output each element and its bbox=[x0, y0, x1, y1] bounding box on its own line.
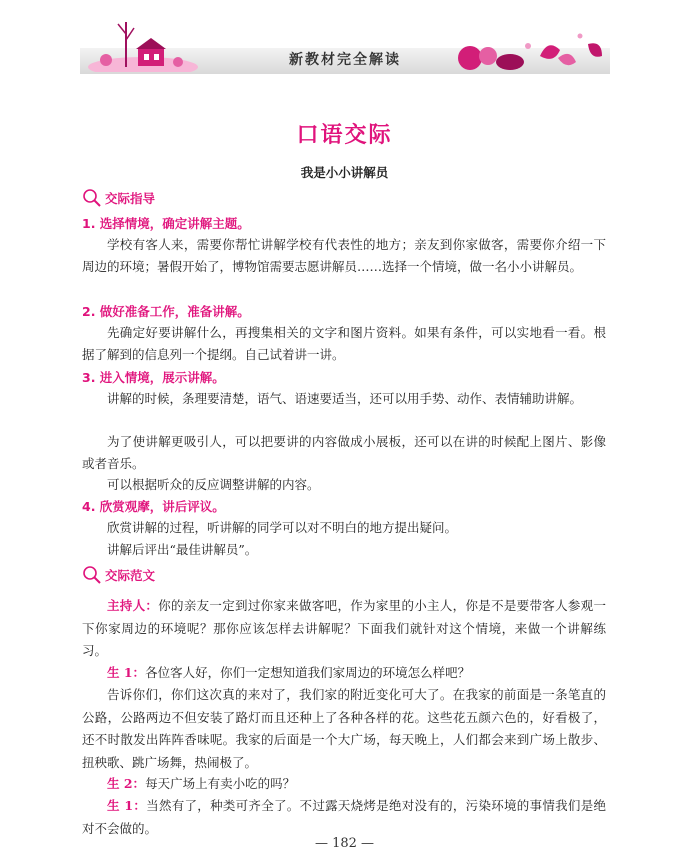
section-guide-heading bbox=[82, 187, 155, 209]
guide-heading-4: 4. 欣赏观摩，讲后评议。 bbox=[82, 499, 225, 514]
section-guide-label: 交际指导 bbox=[105, 191, 156, 206]
guide-para-3-1: 讲解的时候，条理要清楚，语气、语速要适当，还可以用手势、动作、表情辅助讲解。 bbox=[107, 391, 583, 406]
butterfly-decoration-icon bbox=[440, 26, 610, 74]
header-banner bbox=[80, 12, 610, 72]
model-line-4 bbox=[82, 773, 606, 796]
guide-para-4-2: 讲解后评出“最佳讲解员”。 bbox=[107, 542, 258, 557]
guide-para-4-1: 欣赏讲解的过程，听讲解的同学可以对不明白的地方提出疑问。 bbox=[107, 520, 458, 535]
guide-heading-2: 2. 做好准备工作，准备讲解。 bbox=[82, 304, 250, 319]
section-model-heading bbox=[82, 564, 155, 586]
guide-para-3-2: 为了使讲解更吸引人，可以把要讲的内容做成小展板，还可以在讲的时候配上图片、影像或者音乐。 bbox=[82, 434, 606, 471]
model-line-3 bbox=[82, 684, 606, 774]
model-line-text: 告诉你们，你们这次真的来对了，我们家的附近变化可大了。在我家的前面是一条笔直的公路，公路两边不但安装了路灯而且还种上了各种各样的花。这些花五颜六色的，好看极了，还不时散发出阵阵香味呢。我家的后面是一个大广场，每天晚上，人们都会来到广场上散步、扭秧歌、跳广场舞，热闹极了。 bbox=[82, 687, 606, 770]
guide-para-3-3: 可以根据听众的反应调整讲解的内容。 bbox=[107, 477, 320, 492]
speaker-label: 生 2： bbox=[107, 776, 146, 791]
magnifier-icon bbox=[82, 188, 102, 208]
speaker-label: 生 1： bbox=[107, 798, 147, 813]
section-model-label: 交际范文 bbox=[105, 568, 156, 583]
model-line-text: 各位客人好，你们一定想知道我们家周边的环境怎么样吧？ bbox=[145, 665, 471, 680]
speaker-label: 主持人： bbox=[107, 598, 159, 613]
guide-para-1-1: 学校有客人来，需要你帮忙讲解学校有代表性的地方；亲友到你家做客，需要你介绍一下周边的环境；暑假开始了，博物馆需要志愿讲解员……选择一个情境，做一名小小讲解员。 bbox=[82, 237, 606, 274]
page-number: — 182 — bbox=[314, 836, 375, 851]
magnifier-icon bbox=[82, 565, 102, 585]
model-line-1 bbox=[82, 595, 606, 663]
model-line-2 bbox=[82, 662, 606, 685]
header-title: 新教材完全解读 bbox=[289, 52, 401, 68]
guide-heading-3: 3. 进入情境，展示讲解。 bbox=[82, 370, 225, 385]
page-title: 口语交际 bbox=[296, 122, 393, 148]
guide-para-2-1: 先确定好要讲解什么，再搜集相关的文字和图片资料。如果有条件，可以实地看一看。根据了解到的信息列一个提纲。自己试着讲一讲。 bbox=[82, 325, 606, 362]
model-line-5 bbox=[82, 795, 606, 840]
model-line-text: 当然有了，种类可齐全了。不过露天烧烤是绝对没有的，污染环境的事情我们是绝对不会做的。 bbox=[82, 798, 606, 836]
lesson-subtitle: 我是小小讲解员 bbox=[300, 165, 389, 180]
guide-heading-1: 1. 选择情境，确定讲解主题。 bbox=[82, 216, 250, 231]
speaker-label: 生 1： bbox=[107, 665, 146, 680]
model-line-text: 你的亲友一定到过你家来做客吧，作为家里的小主人，你是不是要带客人参观一下你家周边的环境呢？那你应该怎样去讲解呢？下面我们就针对这个情境，来做一个讲解练习。 bbox=[82, 598, 606, 659]
model-line-text: 每天广场上有卖小吃的吗？ bbox=[145, 776, 296, 791]
